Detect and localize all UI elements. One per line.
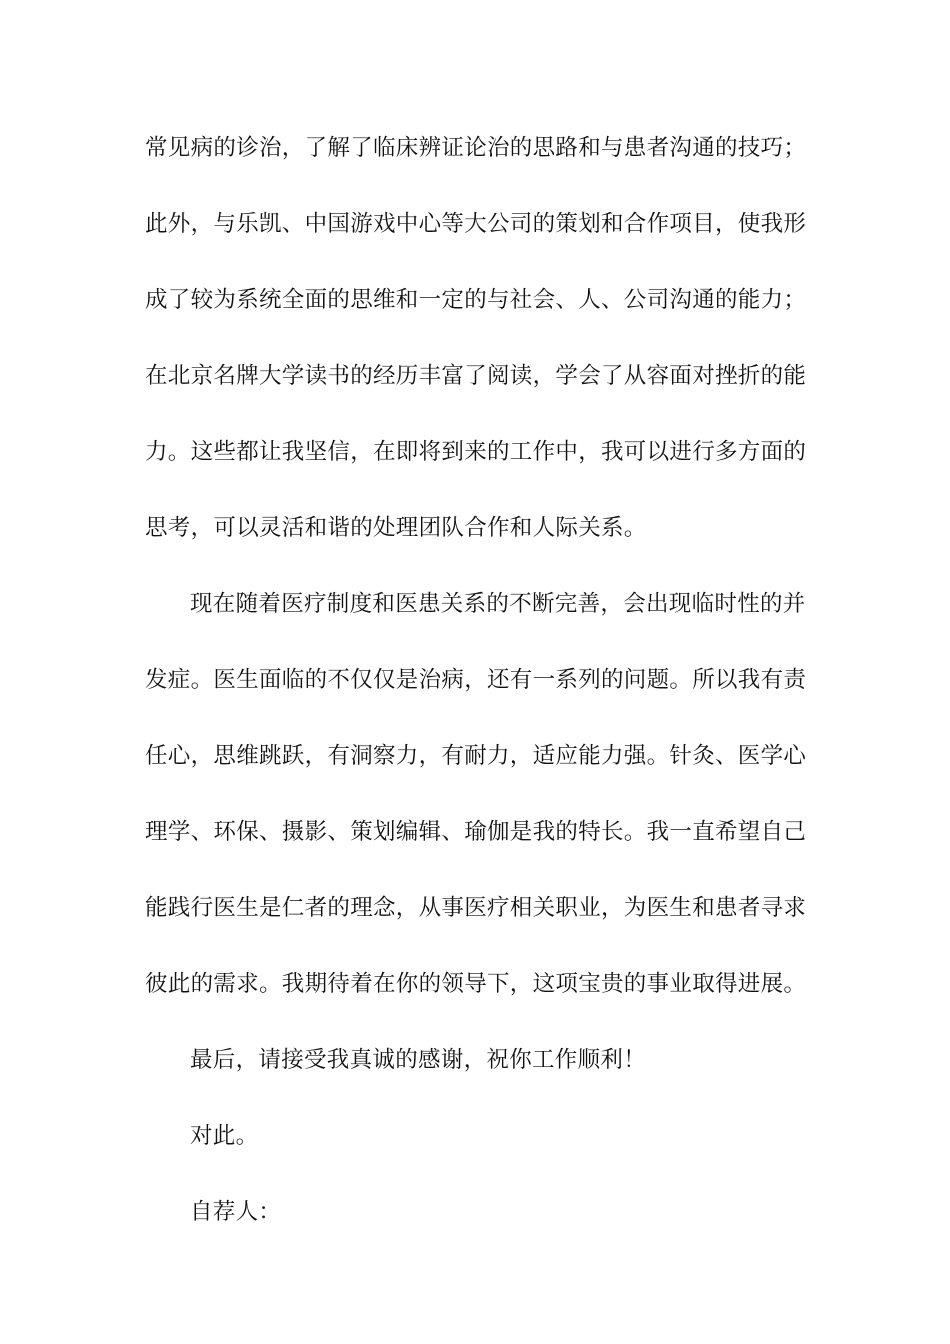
closing-line: 对此。 (190, 1123, 259, 1149)
text-line: 常见病的诊治，了解了临床辨证论治的思路和与患者沟通的技巧； (145, 135, 807, 161)
paragraph-first-line: 现在随着医疗制度和医患关系的不断完善，会出现临时性的并 (190, 591, 806, 617)
text-line: 发症。医生面临的不仅仅是治病，还有一系列的问题。所以我有责 (145, 667, 807, 693)
text-line: 思考，可以灵活和谐的处理团队合作和人际关系。 (145, 515, 647, 541)
closing-line: 最后，请接受我真诚的感谢，祝你工作顺利！ (190, 1047, 647, 1073)
text-line: 力。这些都让我坚信，在即将到来的工作中，我可以进行多方面的 (145, 439, 807, 465)
text-line: 任心，思维跳跃，有洞察力，有耐力，适应能力强。针灸、医学心 (145, 743, 807, 769)
text-line: 此外，与乐凯、中国游戏中心等大公司的策划和合作项目，使我形 (145, 211, 807, 237)
signature-label: 自荐人： (190, 1199, 282, 1225)
text-line: 在北京名牌大学读书的经历丰富了阅读，学会了从容面对挫折的能 (145, 363, 807, 389)
text-line: 能践行医生是仁者的理念，从事医疗相关职业，为医生和患者寻求 (145, 895, 807, 921)
text-line: 成了较为系统全面的思维和一定的与社会、人、公司沟通的能力； (145, 287, 807, 313)
text-line: 理学、环保、摄影、策划编辑、瑜伽是我的特长。我一直希望自己 (145, 819, 807, 845)
text-line: 彼此的需求。我期待着在你的领导下，这项宝贵的事业取得进展。 (145, 971, 807, 997)
